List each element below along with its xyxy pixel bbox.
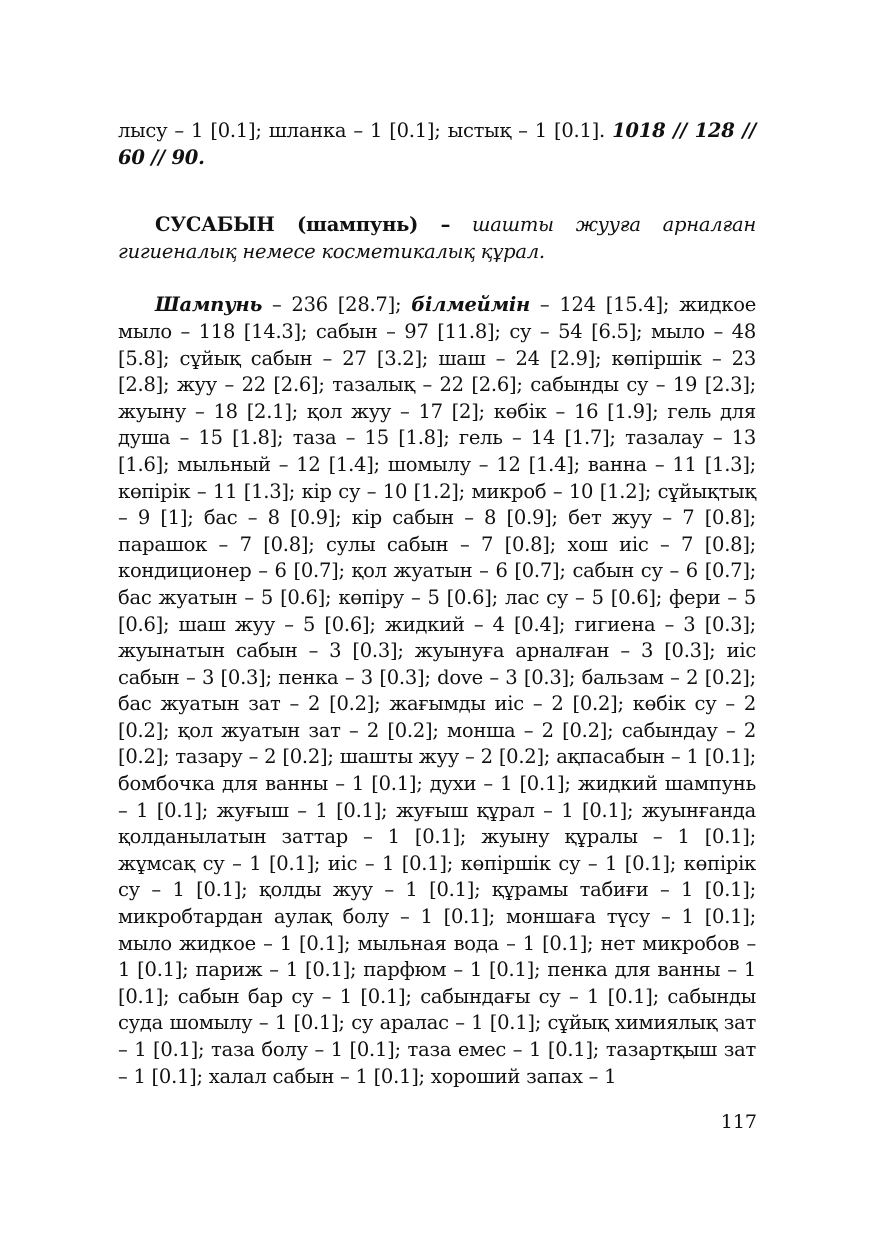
entry-statistics: 1018 // 128 // 60 // 90. xyxy=(118,119,756,169)
response-list: – 124 [15.4]; жидкое мыло – 118 [14.3]; сабын – 97 [11.8]; су – 54 [6.5]; мыло – 48 [5.8]; сұйық сабын – 27 [3.2]; шаш – 24 [2.9]; көпіршік – 23 [2.8]; жуу – 22 [2.6]; тазалық – 22 [2.6]; сабынды су – 19 [2.3]; жуыну – 18 [2.1]; қол жуу – 17 [2]; көбік – 16 [1.9]; гель для душа – 15 [1.8]; таза – 15 [1.8]; гель – 14 [1.7]; тазалау – 13 [1.6]; мыльный – 12 [1.4]; шомылу – 12 [1.4]; ванна – 11 [1.3]; көпірік – 11 [1.3]; кір су – 10 [1.2]; микроб – 10 [1.2]; сұйықтық – 9 [1]; бас – 8 [0.9]; кір сабын – 8 [0.9]; бет жуу – 7 [0.8]; парашок – 7 [0.8]; сулы сабын – 7 [0.8]; хош иіс – 7 [0.8]; кондиционер – 6 [0.7]; қол жуатын – 6 [0.7]; сабын су – 6 [0.7]; бас жуатын – 5 [0.6]; көпіру – 5 [0.6]; лас су – 5 [0.6]; фери – 5 [0.6]; шаш жуу – 5 [0.6]; жидкий – 4 [0.4]; гигиена – 3 [0.3]; жуынатын сабын – 3 [0.3]; жуынуға арналған – 3 [0.3]; иіс сабын – 3 [0.3]; пенка – 3 [0.3]; dove – 3 [0.3]; бальзам – 2 [0.2]; бас жуатын зат – 2 [0.2]; жағымды иіс – 2 [0.2]; көбік су – 2 [0.2]; қол жуатын зат – 2 [0.2]; монша – 2 [0.2]; сабындау – 2 [0.2]; тазару – 2 [0.2]; шашты жуу – 2 [0.2]; ақпасабын – 1 [0.1]; бомбочка для ванны – 1 [0.1]; духи – 1 [0.1]; жидкий шампунь – 1 [0.1]; жуғыш – 1 [0.1]; жуғыш құрал – 1 [0.1]; жуынғанда қолданылатын заттар – 1 [0.1]; жуыну құралы – 1 [0.1]; жұмсақ су – 1 [0.1]; иіс – 1 [0.1]; көпіршік су – 1 [0.1]; көпірік су – 1 [0.1]; қолды жуу – 1 [0.1]; құрамы табиғи – 1 [0.1]; микробтардан аулақ болу – 1 [0.1]; моншаға түсу – 1 [0.1]; мыло жидкое – 1 [0.1]; мыльная вода – 1 [0.1]; нет микробов – 1 [0.1]; париж – 1 [0.1]; парфюм – 1 [0.1]; пенка для ванны – 1 [0.1]; сабын бар су – 1 [0.1]; сабындағы су – 1 [0.1]; сабынды суда шомылу – 1 [0.1]; су аралас – 1 [0.1]; сұйық химиялық зат – 1 [0.1]; таза болу – 1 [0.1]; таза емес – 1 [0.1]; тазартқыш зат – 1 [0.1]; халал сабын – 1 [0.1]; хороший запах – 1 xyxy=(118,293,756,1088)
top-response-stats: – 236 [28.7]; xyxy=(262,293,412,317)
headword: СУСАБЫН (шампунь) – xyxy=(155,213,451,237)
top-response: Шампунь xyxy=(155,293,263,317)
continued-responses: лысу – 1 [0.1]; шланка – 1 [0.1]; ыстық – 1 [0.1]. xyxy=(118,119,613,142)
page-number: 117 xyxy=(720,1111,757,1133)
continued-entry-paragraph xyxy=(118,118,756,171)
second-response: білмеймін xyxy=(411,293,530,317)
entry-heading xyxy=(118,212,756,265)
entry-responses xyxy=(118,292,756,1090)
definition: шашты жууға арналған гигиеналық немесе косметикалық құрал. xyxy=(118,213,756,263)
dictionary-page xyxy=(118,118,756,1090)
